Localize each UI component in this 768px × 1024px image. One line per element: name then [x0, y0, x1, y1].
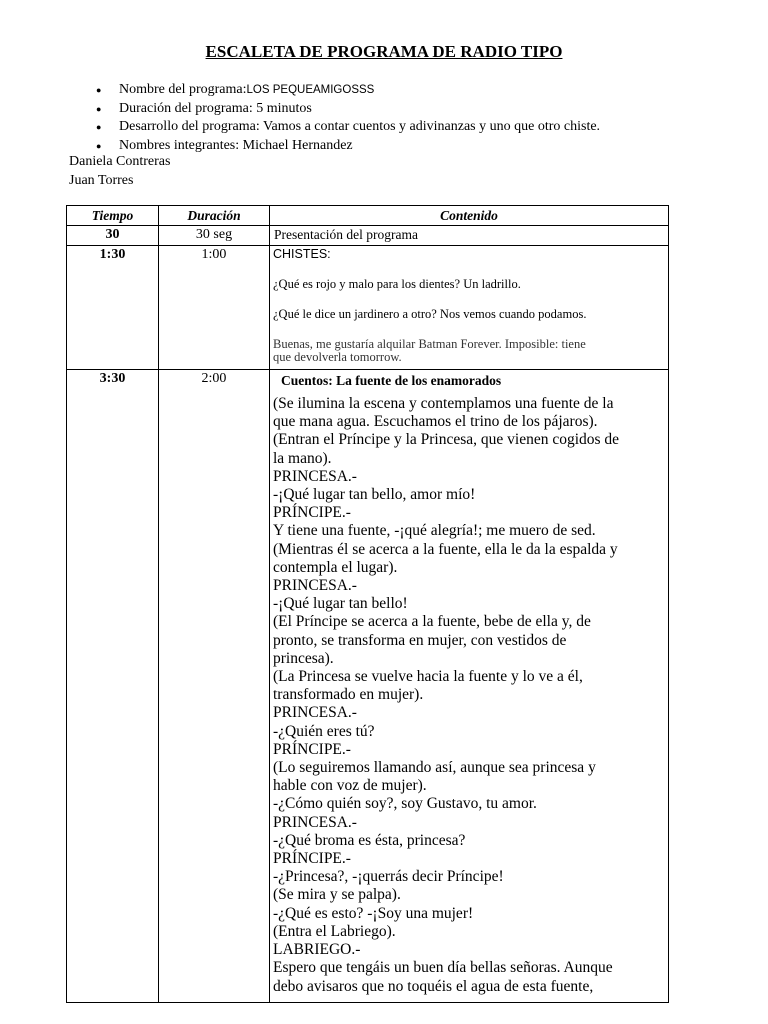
script-line: -¡Qué lugar tan bello, amor mío! [273, 486, 476, 504]
bullet-icon: ● [96, 140, 102, 151]
script-line: contempla el lugar). [273, 558, 398, 576]
script-line: princesa). [273, 649, 334, 667]
script-line: Y tiene una fuente, -¡qué alegría!; me muero de sed. [273, 522, 596, 540]
script-line: PRÍNCIPE.- [273, 740, 351, 758]
table-row [67, 226, 669, 246]
script-line: -¿Cómo quién soy?, soy Gustavo, tu amor. [273, 795, 537, 813]
jokes-heading: CHISTES: [273, 247, 331, 261]
info-label: Duración del programa: 5 minutos [119, 100, 312, 116]
joke-text: Buenas, me gustaría alquilar Batman Forever. Imposible: tiene [273, 337, 586, 351]
script-line: (Lo seguiremos llamando así, aunque sea princesa y [273, 759, 596, 777]
script-line: -¿Princesa?, -¡querrás decir Príncipe! [273, 868, 504, 886]
bullet-icon: ● [96, 85, 102, 95]
info-item-development [96, 118, 600, 137]
info-label: Desarrollo del programa: Vamos a contar cuentos y adivinanzas y uno que otro chiste. [119, 119, 601, 134]
script-line: (Entra el Labriego). [273, 922, 396, 940]
script-line: (Mientras él se acerca a la fuente, ella le da la espalda y [273, 540, 618, 558]
header-time: Tiempo [67, 206, 159, 226]
script-line: (El Príncipe se acerca a la fuente, bebe de ella y, de [273, 613, 591, 631]
table-header-row [67, 206, 669, 226]
script-line: -¿Quién eres tú? [273, 722, 375, 740]
row-time: 1:30 [67, 246, 159, 370]
script-line: PRÍNCIPE.- [273, 850, 351, 868]
header-content: Contenido [270, 206, 669, 226]
script-line: -¿Qué es esto? -¡Soy una mujer! [273, 904, 474, 922]
info-label: Nombre del programa: [119, 82, 247, 97]
script-line: (Se ilumina la escena y contemplamos una fuente de la [273, 395, 614, 412]
row-content [270, 246, 669, 370]
program-name-value: LOS PEQUEAMIGOSSS [246, 84, 375, 96]
member-name: Daniela Contreras [69, 154, 171, 169]
script-line: hable con voz de mujer). [273, 777, 427, 795]
script-line: PRINCESA.- [273, 813, 357, 831]
document-title: ESCALETA DE PROGRAMA DE RADIO TIPO [205, 42, 563, 61]
script-line: PRINCESA.- [273, 577, 357, 595]
row-duration: 30 seg [159, 226, 270, 246]
row-content [270, 226, 669, 246]
script-line: debo avisaros que no toquéis el agua de esta fuente, [273, 977, 594, 995]
script-line: que mana agua. Escuchamos el trino de los pájaros). [273, 413, 598, 431]
content-text: Presentación del programa [274, 227, 418, 242]
script-line: LABRIEGO.- [273, 941, 361, 959]
row-content [270, 370, 669, 1003]
info-item-duration [96, 100, 600, 119]
script-line: (Se mira y se palpa). [273, 886, 401, 904]
table-row [67, 246, 669, 370]
bullet-icon: ● [96, 103, 102, 114]
joke-text: ¿Qué le dice un jardinero a otro? Nos vemos cuando podamos. [273, 307, 587, 321]
row-duration: 2:00 [159, 370, 270, 1003]
script-line: Espero que tengáis un buen día bellas señoras. Aunque [273, 959, 613, 977]
row-time: 30 [67, 226, 159, 246]
program-info-list [96, 81, 600, 155]
script-line: transformado en mujer). [273, 686, 424, 704]
script-line: (La Princesa se vuelve hacia la fuente y lo ve a él, [273, 668, 583, 686]
program-rundown-table [66, 205, 669, 1003]
story-script [273, 391, 668, 996]
info-item-name [96, 81, 600, 100]
script-line: (Entran el Príncipe y la Princesa, que vienen cogidos de [273, 431, 620, 449]
bullet-icon: ● [96, 122, 102, 132]
script-line: la mano). [273, 449, 332, 467]
member-list [69, 153, 170, 190]
script-line: -¿Qué broma es ésta, princesa? [273, 831, 466, 849]
info-item-members [96, 137, 600, 156]
story-content [273, 370, 668, 1002]
script-line: PRÍNCIPE.- [273, 504, 351, 522]
joke-text: ¿Qué es rojo y malo para los dientes? Un ladrillo. [273, 277, 521, 291]
info-label: Nombres integrantes: Michael Hernandez [119, 137, 353, 153]
header-duration: Duración [159, 206, 270, 226]
script-line: PRINCESA.- [273, 467, 357, 485]
table-row [67, 370, 669, 1003]
script-line: pronto, se transforma en mujer, con vestidos de [273, 631, 567, 649]
script-line: -¡Qué lugar tan bello! [273, 595, 408, 613]
member-name: Juan Torres [69, 172, 134, 188]
row-duration: 1:00 [159, 246, 270, 370]
joke-text: que devolverla tomorrow. [273, 350, 402, 364]
story-heading: Cuentos: La fuente de los enamorados [281, 373, 502, 388]
row-time: 3:30 [67, 370, 159, 1003]
script-line: PRINCESA.- [273, 704, 357, 722]
